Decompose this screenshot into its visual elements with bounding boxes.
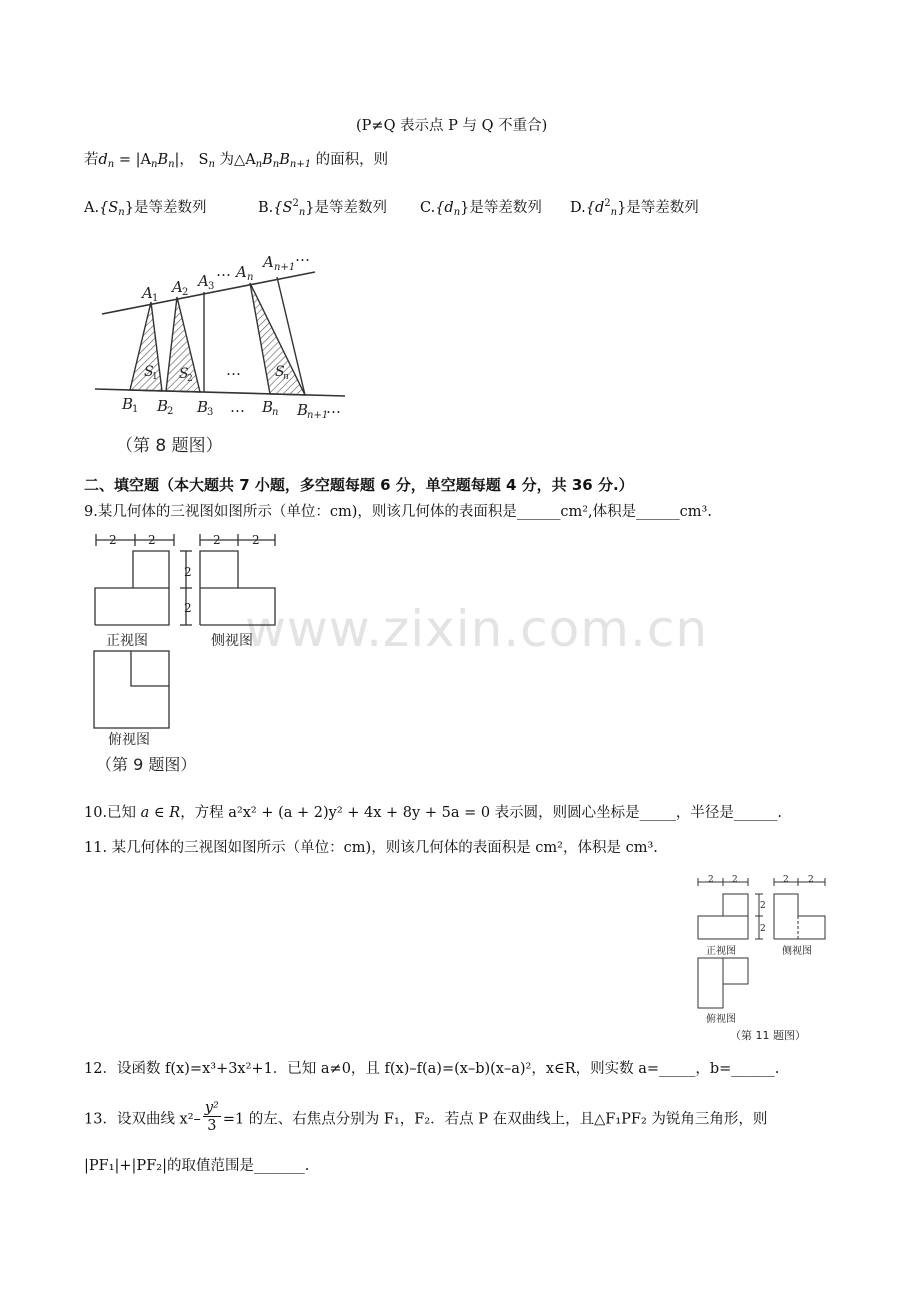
svg-text:A: A [142, 284, 153, 302]
q9-top-view-label: 俯视图 [108, 732, 150, 748]
q9-dim-vertical-top: 2 [184, 565, 192, 579]
q9-text: 9.某几何体的三视图如图所示（单位：cm)，则该几何体的表面积是______cm²,体积是______cm³. [84, 504, 712, 520]
svg-text:3: 3 [207, 407, 214, 418]
svg-text:S: S [144, 364, 154, 380]
q9-side-view-label: 侧视图 [211, 633, 253, 649]
section-heading: 二、填空题（本大题共 7 小题，多空题每题 6 分，单空题每题 4 分，共 36 分.） [84, 476, 634, 494]
q8-figure-caption: （第 8 题图） [116, 436, 223, 456]
q11-dim-3: 2 [783, 875, 789, 885]
svg-text:n+1: n+1 [274, 262, 296, 273]
q9-dim-side-right: 2 [252, 533, 260, 547]
q11-figure-caption: （第 11 题图） [730, 1029, 806, 1042]
note-text: (P≠Q 表示点 P 与 Q 不重合) [356, 118, 548, 134]
q11-text: 11. 某几何体的三视图如图所示（单位：cm)，则该几何体的表面积是 cm²，体积是 cm³. [84, 840, 658, 856]
svg-text:…: … [295, 247, 310, 265]
q12-text: 12．设函数 f(x)=x³+3x²+1．已知 a≠0，且 f(x)–f(a)=(x–b)(x–a)²，x∈R，则实数 a=_____，b=______. [84, 1061, 780, 1077]
watermark: www.zixin.com.cn [245, 600, 709, 658]
q8-option-c: $C.\{d_n\}$是等差数列 [420, 200, 542, 218]
svg-text:1: 1 [132, 404, 139, 415]
svg-text:B: B [297, 401, 309, 419]
q13-frac-num: y² [204, 1100, 219, 1116]
svg-text:2: 2 [182, 287, 189, 298]
q13-line1: 13．设双曲线 x²– $\frac{\text{y²}}{3}$ =1 的左、右焦点分别为 F₁，F₂．若点 P 在双曲线上，且△F₁PF₂ 为锐角三角形，则 [84, 1100, 768, 1134]
svg-text:S: S [179, 366, 189, 382]
q13-line2: |PF₁|+|PF₂|的取值范围是_______. [84, 1158, 310, 1174]
q9-dim-front-right: 2 [148, 533, 156, 547]
svg-text:A: A [236, 263, 247, 281]
q9-front-view-label: 正视图 [106, 633, 148, 649]
svg-text:n: n [247, 272, 254, 283]
svg-text:…: … [230, 398, 245, 416]
svg-text:n: n [272, 407, 279, 418]
svg-text:A: A [198, 272, 209, 290]
svg-text:A: A [263, 253, 274, 271]
svg-text:3: 3 [208, 281, 215, 292]
svg-text:1: 1 [152, 372, 158, 382]
q11-top-view-label: 俯视图 [706, 1014, 736, 1025]
q9-dim-front-left: 2 [109, 533, 117, 547]
q11-side-view-label: 侧视图 [782, 946, 812, 957]
svg-text:…: … [216, 262, 231, 280]
svg-text:B: B [197, 398, 209, 416]
svg-text:n: n [283, 372, 289, 382]
svg-text:B: B [122, 395, 134, 413]
q11-dim-2: 2 [732, 875, 738, 885]
q8-option-d: $D.\{d^2_n\}$是等差数列 [570, 198, 699, 218]
q8-figure [90, 240, 360, 460]
svg-text:B: B [262, 398, 274, 416]
q11-dim-5: 2 [760, 901, 766, 911]
q9-dim-vertical-bottom: 2 [184, 601, 192, 615]
svg-text:2: 2 [187, 374, 193, 384]
q11-dim-4: 2 [808, 875, 814, 885]
q11-dim-6: 2 [760, 924, 766, 934]
q9-figure-caption: （第 9 题图） [96, 755, 197, 774]
svg-text:S: S [275, 364, 285, 380]
svg-text:A: A [172, 278, 183, 296]
svg-text:1: 1 [152, 293, 159, 304]
q8-stem: 若$d_n = |A_nB_n|$， $S_n$ 为$\triangle A_nB_nB_{n+1}$ 的面积，则 [84, 152, 389, 170]
svg-text:…: … [326, 399, 341, 417]
q9-dim-side-left: 2 [213, 533, 221, 547]
q10-text: 10.已知 a ∈ R，方程 a²x² + (a + 2)y² + 4x + 8y + 5a = 0 表示圆，则圆心坐标是_____，半径是______. [84, 805, 783, 821]
q8-option-a: $A.\{S_n\}$是等差数列 [84, 200, 207, 218]
q8-option-b: $B.\{S^2_n\}$是等差数列 [258, 198, 387, 218]
q11-dim-1: 2 [708, 875, 714, 885]
svg-text:B: B [157, 397, 169, 415]
svg-text:n+1: n+1 [307, 410, 329, 421]
svg-text:2: 2 [167, 406, 174, 417]
svg-text:…: … [226, 361, 241, 379]
q13-frac-den: 3 [207, 1118, 217, 1134]
q11-front-view-label: 正视图 [706, 946, 736, 957]
